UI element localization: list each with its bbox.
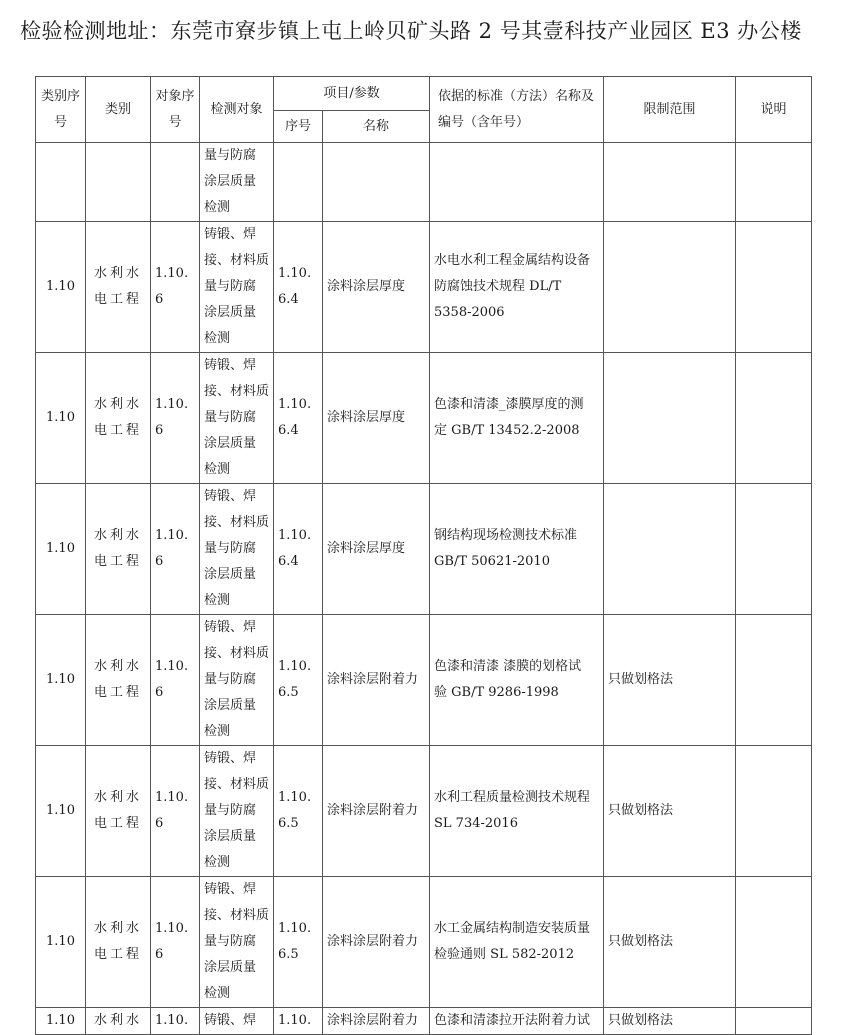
header-standard: 依据的标准（方法）名称及编号（含年号） <box>430 77 604 143</box>
header-item-group: 项目/参数 <box>274 77 430 111</box>
limit-cell <box>604 222 736 353</box>
object-cell <box>200 877 274 1008</box>
item-name-cell: 涂料涂层附着力 <box>323 615 430 746</box>
object-cell <box>200 353 274 484</box>
header-note: 说明 <box>736 77 812 143</box>
header-item-no: 序号 <box>274 111 323 143</box>
object-no-line: 6 <box>155 947 164 962</box>
object-no-line: 1.10. <box>155 1013 189 1028</box>
object-line: 接、材料质 <box>204 515 270 530</box>
item-no-cell <box>274 746 323 877</box>
item-no-cell <box>274 484 323 615</box>
object-line: 铸锻、焊 <box>204 1013 257 1028</box>
category-no-cell: 1.10 <box>36 222 86 353</box>
header-object: 检测对象 <box>200 77 274 143</box>
standard-cell <box>430 746 604 877</box>
limit-cell: 只做划格法 <box>604 615 736 746</box>
item-no-line: 6.4 <box>278 554 299 569</box>
object-line: 涂层质量 <box>204 174 257 189</box>
table-row <box>36 877 812 1008</box>
item-no-line: 6.4 <box>278 423 299 438</box>
table-row <box>36 222 812 353</box>
standard-line: 5358-2006 <box>434 305 505 320</box>
object-line: 铸锻、焊 <box>204 358 257 373</box>
table-row <box>36 615 812 746</box>
item-no-line: 1.10. <box>278 1013 312 1028</box>
object-no-line: 1.10. <box>155 790 189 805</box>
item-name-cell: 涂料涂层附着力 <box>323 1008 430 1035</box>
object-cell <box>200 1008 274 1035</box>
category-line: 电工程 <box>93 685 142 700</box>
item-no-cell <box>274 222 323 353</box>
empty-cell <box>736 143 812 222</box>
object-line: 铸锻、焊 <box>204 751 257 766</box>
item-no-line: 6.5 <box>278 816 299 831</box>
note-cell <box>736 615 812 746</box>
note-cell <box>736 746 812 877</box>
object-cell <box>200 143 274 222</box>
object-line: 接、材料质 <box>204 777 270 792</box>
object-line: 接、材料质 <box>204 646 270 661</box>
table-row <box>36 1008 812 1035</box>
category-no-cell: 1.10 <box>36 877 86 1008</box>
standard-line: 防腐蚀技术规程 DL/T <box>434 279 562 294</box>
standard-line: 钢结构现场检测技术标准 <box>434 528 578 543</box>
category-line: 电工程 <box>93 423 142 438</box>
category-line: 水利水 <box>93 528 142 543</box>
category-cell <box>86 1008 151 1035</box>
object-line: 接、材料质 <box>204 908 270 923</box>
item-no-line: 6.5 <box>278 685 299 700</box>
object-no-line: 6 <box>155 423 164 438</box>
empty-cell <box>604 143 736 222</box>
object-line: 量与防腐 <box>204 148 257 163</box>
header-limit: 限制范围 <box>604 77 736 143</box>
category-line: 水利水 <box>93 790 142 805</box>
item-name-cell: 涂料涂层厚度 <box>323 353 430 484</box>
object-line: 检测 <box>204 986 231 1001</box>
object-no-cell <box>151 746 200 877</box>
category-line: 水利水 <box>93 266 142 281</box>
limit-cell <box>604 484 736 615</box>
header-category-no: 类别序号 <box>36 77 86 143</box>
empty-cell <box>36 143 86 222</box>
standard-line: 水电水利工程金属结构设备 <box>434 253 591 268</box>
object-cell <box>200 746 274 877</box>
note-cell <box>736 222 812 353</box>
object-no-line: 6 <box>155 292 164 307</box>
standard-line: 色漆和清漆 漆膜的划格试 <box>434 659 582 674</box>
object-no-line: 1.10. <box>155 397 189 412</box>
object-no-cell <box>151 353 200 484</box>
header-object-no: 对象序号 <box>151 77 200 143</box>
category-cell <box>86 746 151 877</box>
object-cell <box>200 222 274 353</box>
standard-cell <box>430 484 604 615</box>
object-line: 检测 <box>204 724 231 739</box>
standard-line: 色漆和清漆_漆膜厚度的测 <box>434 397 584 412</box>
category-line: 水利水 <box>93 921 142 936</box>
object-line: 检测 <box>204 200 231 215</box>
item-no-line: 1.10. <box>278 397 312 412</box>
object-line: 量与防腐 <box>204 803 257 818</box>
item-no-line: 1.10. <box>278 790 312 805</box>
table-row <box>36 484 812 615</box>
category-cell <box>86 615 151 746</box>
item-name-cell: 涂料涂层厚度 <box>323 484 430 615</box>
object-line: 涂层质量 <box>204 567 257 582</box>
category-cell <box>86 222 151 353</box>
object-no-line: 6 <box>155 816 164 831</box>
category-no-cell: 1.10 <box>36 615 86 746</box>
limit-cell: 只做划格法 <box>604 877 736 1008</box>
item-no-cell <box>274 1008 323 1035</box>
empty-cell <box>151 143 200 222</box>
item-no-line: 6.4 <box>278 292 299 307</box>
object-line: 量与防腐 <box>204 541 257 556</box>
category-no-cell: 1.10 <box>36 746 86 877</box>
category-line: 水利水 <box>93 659 142 674</box>
object-line: 量与防腐 <box>204 279 257 294</box>
object-line: 量与防腐 <box>204 672 257 687</box>
standard-cell <box>430 877 604 1008</box>
category-cell <box>86 353 151 484</box>
standard-cell <box>430 353 604 484</box>
item-no-line: 1.10. <box>278 266 312 281</box>
note-cell <box>736 877 812 1008</box>
category-no-cell: 1.10 <box>36 353 86 484</box>
empty-cell <box>323 143 430 222</box>
object-no-cell <box>151 615 200 746</box>
object-no-line: 1.10. <box>155 659 189 674</box>
limit-cell: 只做划格法 <box>604 746 736 877</box>
category-line: 水利水 <box>93 397 142 412</box>
object-line: 涂层质量 <box>204 698 257 713</box>
object-no-line: 6 <box>155 554 164 569</box>
limit-cell <box>604 353 736 484</box>
item-no-line: 1.10. <box>278 921 312 936</box>
standard-cell <box>430 1008 604 1035</box>
item-no-line: 6.5 <box>278 947 299 962</box>
object-line: 检测 <box>204 331 231 346</box>
empty-cell <box>274 143 323 222</box>
object-line: 涂层质量 <box>204 960 257 975</box>
object-line: 涂层质量 <box>204 436 257 451</box>
category-no-cell: 1.10 <box>36 1008 86 1035</box>
standard-line: 定 GB/T 13452.2-2008 <box>434 423 580 438</box>
table-row-continued <box>36 143 812 222</box>
object-no-cell <box>151 484 200 615</box>
object-no-cell <box>151 1008 200 1035</box>
standard-cell <box>430 222 604 353</box>
category-line: 电工程 <box>93 947 142 962</box>
standard-line: 水利工程质量检测技术规程 <box>434 790 591 805</box>
standard-line: SL 734-2016 <box>434 816 518 831</box>
object-no-line: 1.10. <box>155 266 189 281</box>
scope-table <box>35 76 812 1035</box>
object-line: 铸锻、焊 <box>204 620 257 635</box>
limit-cell: 只做划格法 <box>604 1008 736 1035</box>
item-no-line: 1.10. <box>278 659 312 674</box>
standard-line: 检验通则 SL 582-2012 <box>434 947 575 962</box>
note-cell <box>736 1008 812 1035</box>
category-line: 电工程 <box>93 816 142 831</box>
test-address-title: 检验检测地址：东莞市寮步镇上屯上岭贝矿头路 2 号其壹科技产业园区 E3 办公楼 <box>20 19 802 43</box>
header-category: 类别 <box>86 77 151 143</box>
object-line: 涂层质量 <box>204 829 257 844</box>
empty-cell <box>430 143 604 222</box>
table-body <box>36 143 812 1035</box>
category-cell <box>86 877 151 1008</box>
object-line: 量与防腐 <box>204 410 257 425</box>
item-no-cell <box>274 353 323 484</box>
item-name-cell: 涂料涂层附着力 <box>323 746 430 877</box>
empty-cell <box>86 143 151 222</box>
table-row <box>36 353 812 484</box>
category-cell <box>86 484 151 615</box>
object-line: 铸锻、焊 <box>204 489 257 504</box>
object-line: 量与防腐 <box>204 934 257 949</box>
item-no-cell <box>274 615 323 746</box>
note-cell <box>736 353 812 484</box>
object-cell <box>200 615 274 746</box>
item-name-cell: 涂料涂层附着力 <box>323 877 430 1008</box>
object-no-line: 1.10. <box>155 921 189 936</box>
object-no-cell <box>151 877 200 1008</box>
object-line: 涂层质量 <box>204 305 257 320</box>
object-line: 检测 <box>204 593 231 608</box>
category-no-cell: 1.10 <box>36 484 86 615</box>
object-line: 接、材料质 <box>204 384 270 399</box>
table-header <box>36 77 812 143</box>
standard-line: 色漆和清漆拉开法附着力试 <box>434 1013 591 1028</box>
item-no-cell <box>274 877 323 1008</box>
category-line: 电工程 <box>93 554 142 569</box>
header-item-name: 名称 <box>323 111 430 143</box>
object-no-line: 1.10. <box>155 528 189 543</box>
item-name-cell: 涂料涂层厚度 <box>323 222 430 353</box>
object-cell <box>200 484 274 615</box>
table-row <box>36 746 812 877</box>
object-line: 接、材料质 <box>204 253 270 268</box>
category-line: 水利水 <box>93 1013 142 1028</box>
object-line: 检测 <box>204 462 231 477</box>
standard-line: GB/T 50621-2010 <box>434 554 550 569</box>
object-line: 铸锻、焊 <box>204 227 257 242</box>
standard-line: 验 GB/T 9286-1998 <box>434 685 559 700</box>
object-line: 检测 <box>204 855 231 870</box>
standard-line: 水工金属结构制造安装质量 <box>434 921 591 936</box>
object-line: 铸锻、焊 <box>204 882 257 897</box>
note-cell <box>736 484 812 615</box>
category-line: 电工程 <box>93 292 142 307</box>
item-no-line: 1.10. <box>278 528 312 543</box>
object-no-cell <box>151 222 200 353</box>
standard-cell <box>430 615 604 746</box>
object-no-line: 6 <box>155 685 164 700</box>
